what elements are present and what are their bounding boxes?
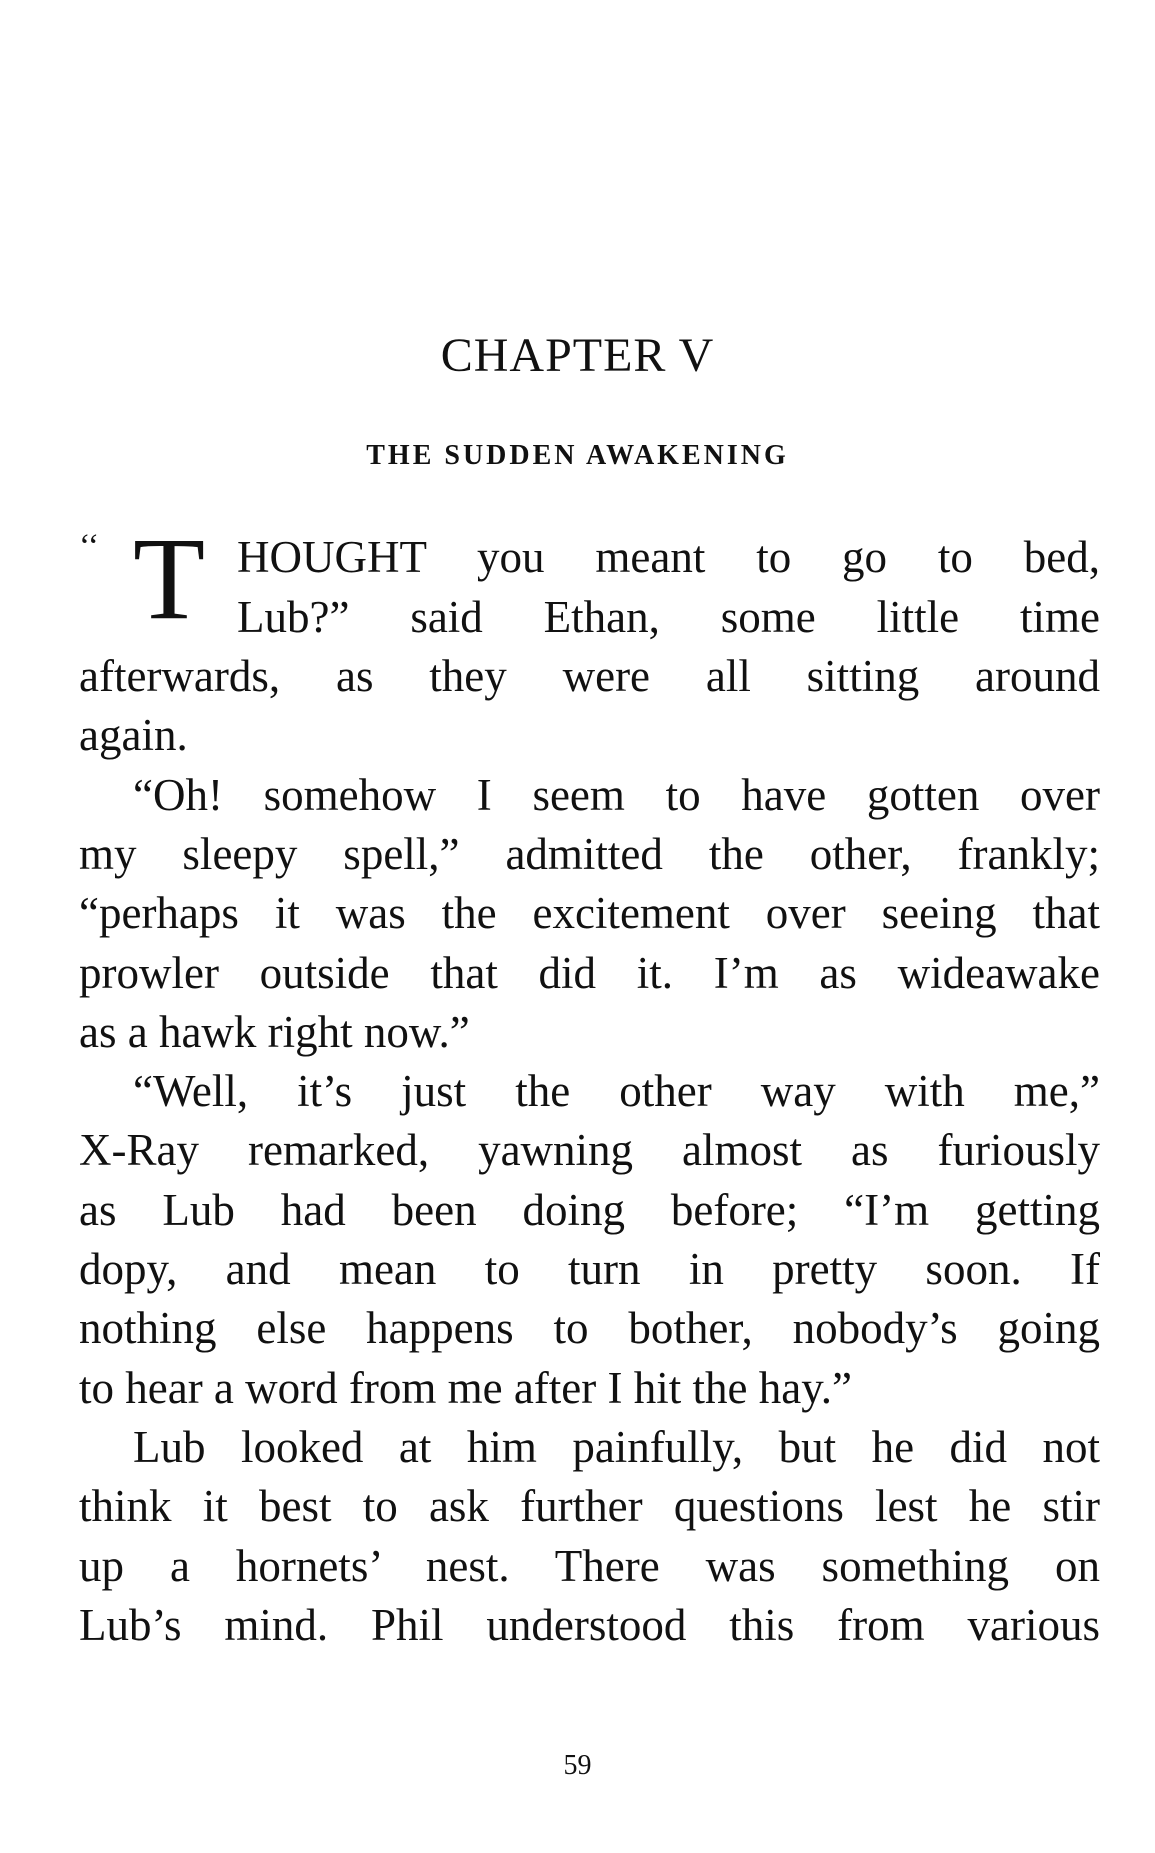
text-line: Lub?” said Ethan, some little time <box>237 592 1100 642</box>
text-line: “Well, it’s just the other way with me,” <box>133 1066 1100 1116</box>
text-line: “perhaps it was the excitement over seeing that <box>79 888 1100 938</box>
chapter-subtitle: THE SUDDEN AWAKENING <box>366 440 789 471</box>
chapter-title: CHAPTER V <box>440 329 715 382</box>
text-line: up a hornets’ nest. There was something on <box>79 1541 1100 1591</box>
text-line: “Oh! somehow I seem to have gotten over <box>133 770 1100 820</box>
text-line: again. <box>79 710 188 760</box>
drop-cap-letter: T <box>133 513 206 644</box>
text-line: Lub looked at him painfully, but he did not <box>133 1422 1100 1472</box>
text-line: prowler outside that did it. I’m as wideawake <box>79 948 1100 998</box>
text-line: my sleepy spell,” admitted the other, frankly; <box>79 829 1100 879</box>
text-line: to hear a word from me after I hit the hay.” <box>79 1363 852 1413</box>
text-line: afterwards, as they were all sitting around <box>79 651 1100 701</box>
opening-quote-mark: ‘‘ <box>79 528 100 565</box>
text-line: HOUGHT you meant to go to bed, <box>237 532 1100 582</box>
text-line: as Lub had been doing before; “I’m getting <box>79 1185 1100 1235</box>
text-line: X-Ray remarked, yawning almost as furiously <box>79 1125 1100 1175</box>
text-line: Lub’s mind. Phil understood this from various <box>79 1600 1100 1650</box>
text-line: think it best to ask further questions lest he stir <box>79 1481 1100 1531</box>
text-line: dopy, and mean to turn in pretty soon. If <box>79 1244 1100 1294</box>
text-line: as a hawk right now.” <box>79 1007 470 1057</box>
text-line: nothing else happens to bother, nobody’s going <box>79 1303 1100 1353</box>
page-number: 59 <box>563 1750 592 1781</box>
